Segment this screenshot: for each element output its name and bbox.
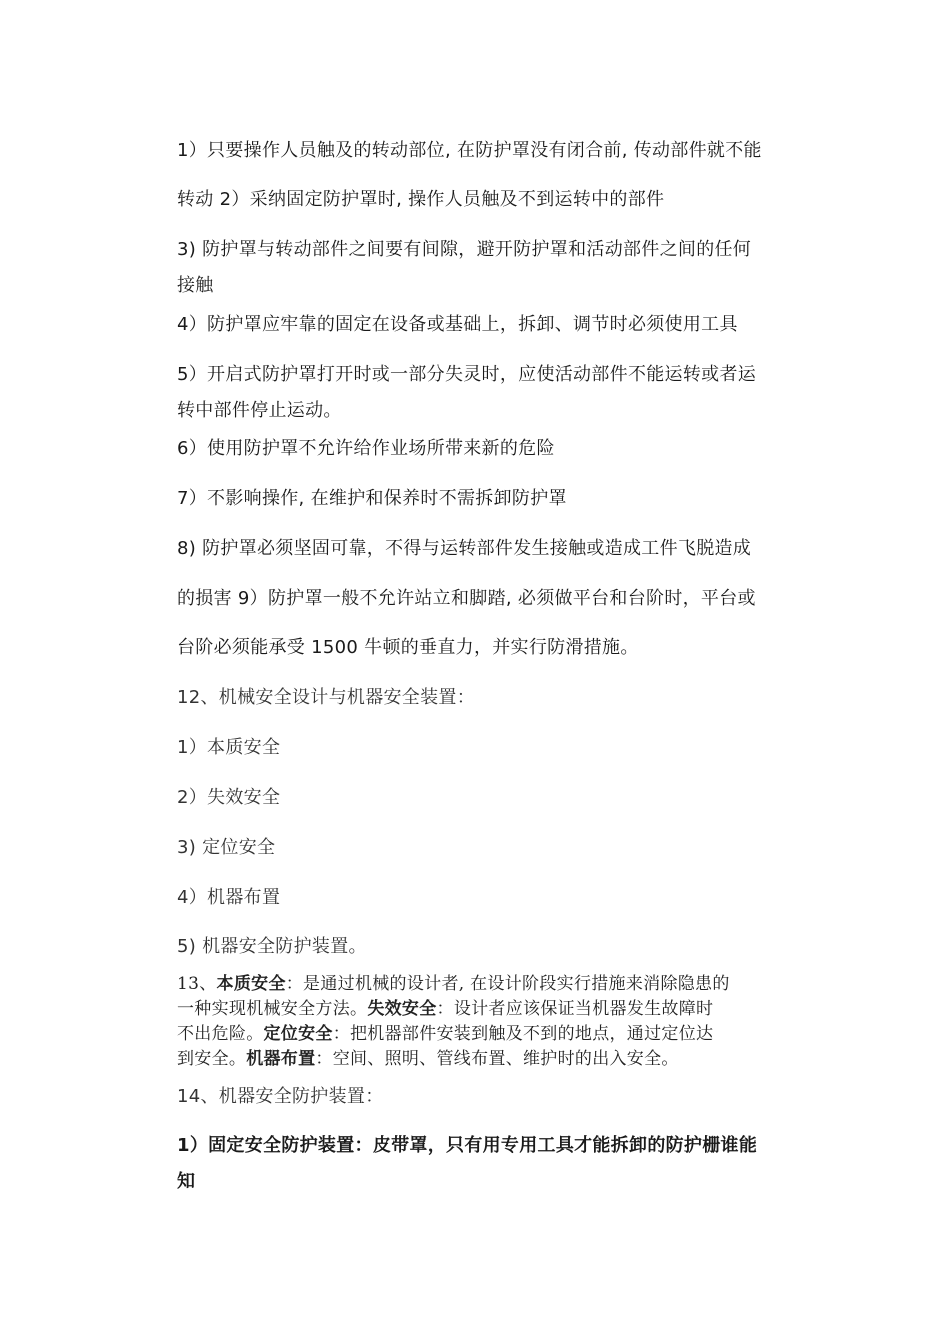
section13-line [177, 1022, 817, 1047]
term-position-safety: 定位安全 [263, 1024, 333, 1044]
section13-line [177, 997, 817, 1022]
section13-line [177, 1047, 817, 1072]
list-item: 5) 机器安全防护装置。 [177, 936, 367, 957]
text-line: 的损害 9）防护罩一般不允许站立和脚踏, 必须做平台和台阶时，平台或 [177, 588, 756, 609]
list-item: 2）失效安全 [177, 787, 281, 808]
text-line: 1）只要操作人员触及的转动部位, 在防护罩没有闭合前, 传动部件就不能 [177, 140, 762, 161]
text-line: 接触 [177, 275, 214, 296]
section13-line [177, 972, 817, 997]
text-line: 3) 防护罩与转动部件之间要有间隙，避开防护罩和活动部件之间的任何 [177, 239, 752, 260]
list-item: 4）机器布置 [177, 887, 281, 908]
text-line: 6）使用防护罩不允许给作业场所带来新的危险 [177, 438, 555, 459]
definition-text: 一种实现机械安全方法。 [177, 999, 368, 1019]
section-heading: 14、机器安全防护装置： [177, 1086, 384, 1107]
definition-text: 到安全。 [177, 1049, 247, 1069]
list-item: 1）本质安全 [177, 737, 281, 758]
text-line: 转中部件停止运动。 [177, 400, 342, 421]
text-line: 5）开启式防护罩打开时或一部分失灵时，应使活动部件不能运转或者运 [177, 364, 757, 385]
definition-text: ：把机器部件安装到触及不到的地点，通过定位达 [332, 1024, 714, 1044]
term-fail-safety: 失效安全 [367, 999, 437, 1019]
bold-text-line: 1）固定安全防护装置：皮带罩，只有用专用工具才能拆卸的防护栅谁能 [177, 1135, 758, 1156]
bold-text-line: 知 [177, 1171, 196, 1192]
text-line: 8) 防护罩必须坚固可靠，不得与运转部件发生接触或造成工件飞脱造成 [177, 538, 752, 559]
definition-text: ：设计者应该保证当机器发生故障时 [436, 999, 714, 1019]
definition-text: ：是通过机械的设计者, 在设计阶段实行措施来消除隐患的 [285, 974, 730, 994]
list-item: 3) 定位安全 [177, 837, 276, 858]
text-line: 台阶必须能承受 1500 牛顿的垂直力，并实行防滑措施。 [177, 637, 639, 658]
text-line: 转动 2）采纳固定防护罩时, 操作人员触及不到运转中的部件 [177, 189, 665, 210]
term-machine-layout: 机器布置 [246, 1049, 316, 1069]
section-heading: 12、机械安全设计与机器安全装置： [177, 687, 476, 708]
definition-text: ：空间、照明、管线布置、维护时的出入安全。 [315, 1049, 679, 1069]
text-line: 4）防护罩应牢靠的固定在设备或基础上，拆卸、调节时必须使用工具 [177, 314, 738, 335]
term-intrinsic-safety: 本质安全 [216, 974, 286, 994]
section-number: 13、 [177, 974, 217, 994]
text-line: 7）不影响操作, 在维护和保养时不需拆卸防护罩 [177, 488, 567, 509]
definition-text: 不出危险。 [177, 1024, 264, 1044]
